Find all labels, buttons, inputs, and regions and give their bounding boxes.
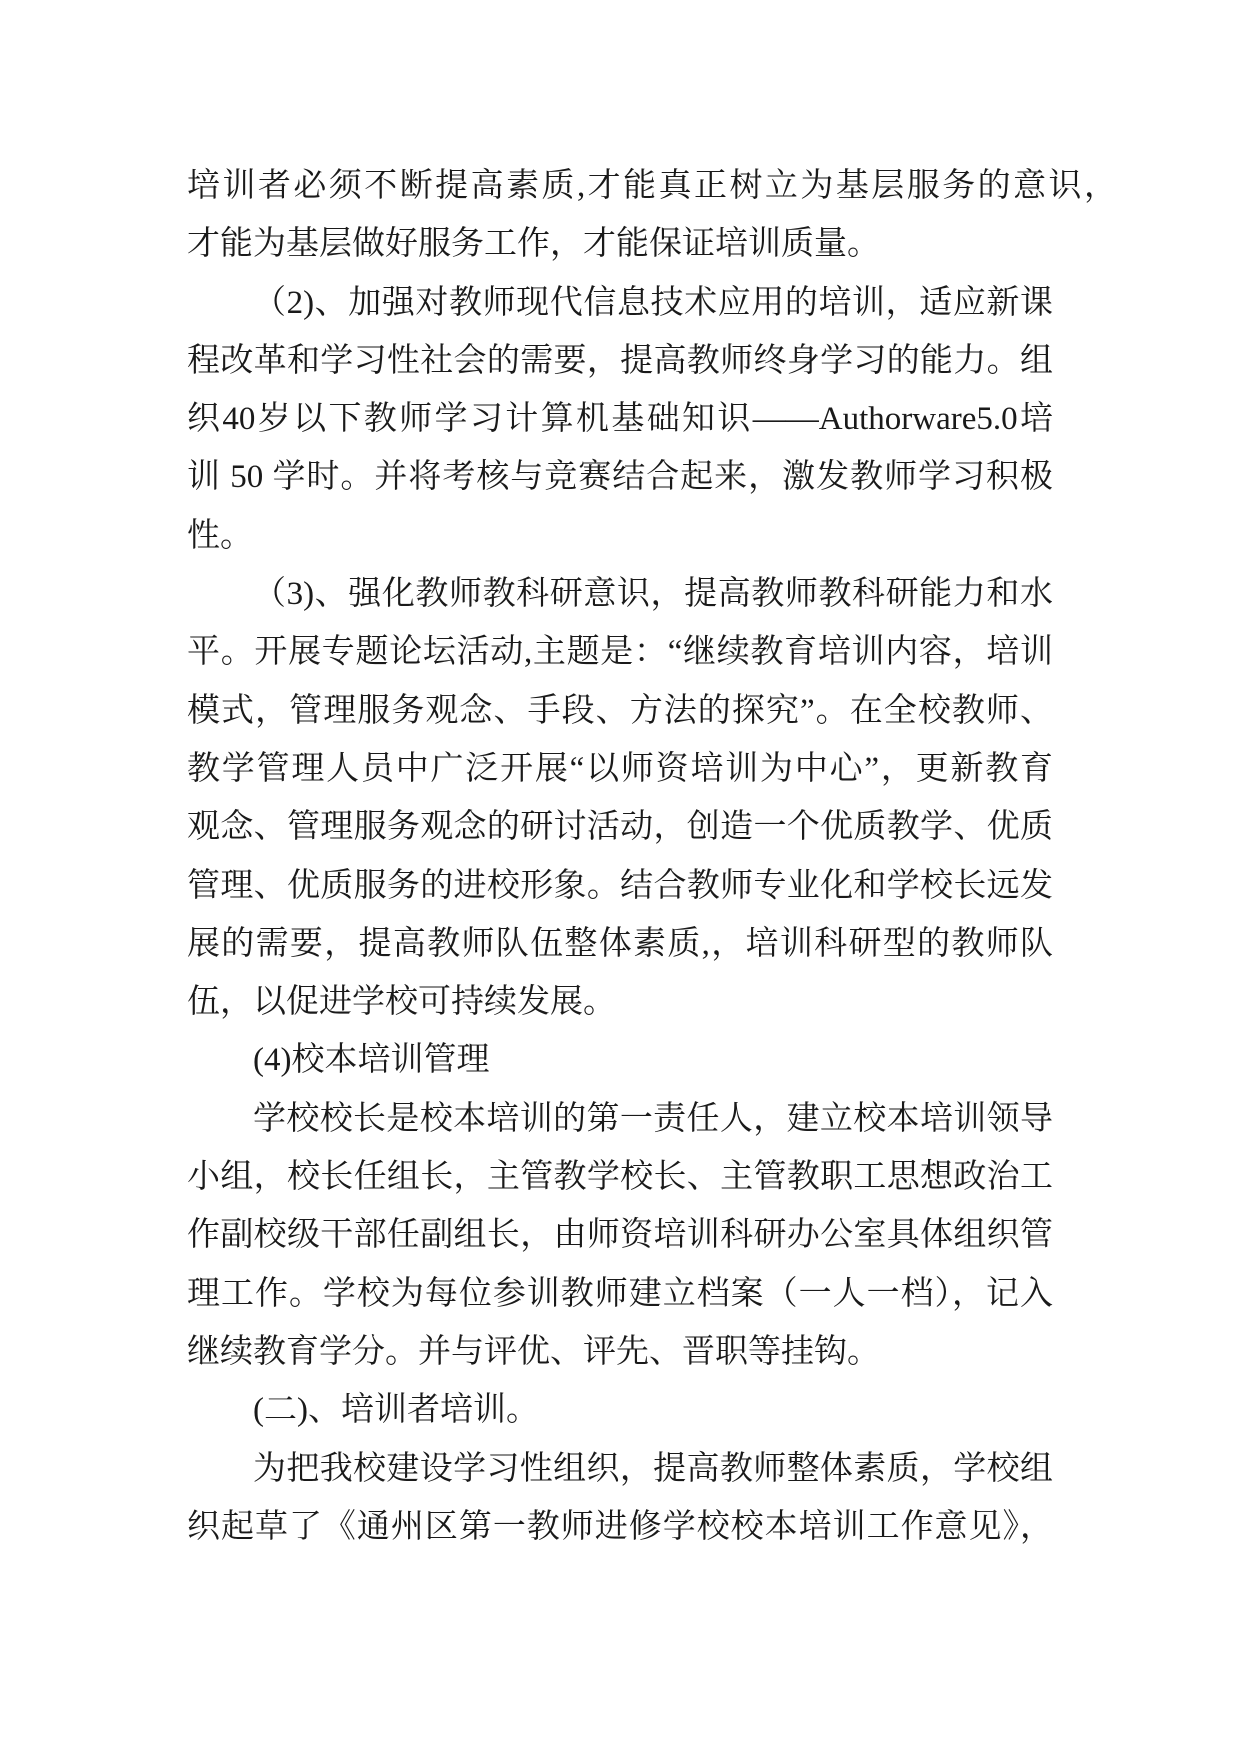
text-line: 理工作。学校为每位参训教师建立档案（一人一档），记入 bbox=[187, 1275, 1053, 1312]
text-line: 培训者必须不断提高素质,才能真正树立为基层服务的意识， bbox=[187, 168, 1117, 204]
heading-line: (4)校本培训管理 bbox=[253, 1042, 490, 1079]
paragraph-continued bbox=[187, 157, 1117, 274]
text-line: 训 50 学时。并将考核与竞赛结合起来，激发教师学习积极 bbox=[187, 459, 1053, 496]
text-line: 织起草了《通州区第一教师进修学校校本培训工作意见》， bbox=[187, 1508, 1053, 1545]
text-line: 平。开展专题论坛活动,主题是：“继续教育培训内容，培训 bbox=[187, 634, 1053, 671]
text-line: 性。 bbox=[187, 517, 253, 554]
section-heading-part-2 bbox=[187, 1381, 1053, 1439]
text-line: 织40岁以下教师学习计算机基础知识——Authorware5.0培 bbox=[187, 401, 1053, 438]
section-heading-item-4 bbox=[187, 1031, 1053, 1089]
paragraph-item-3 bbox=[187, 565, 1053, 1031]
text-line: 教学管理人员中广泛开展“以师资培训为中心”，更新教育 bbox=[187, 750, 1053, 787]
paragraph-item-2 bbox=[187, 274, 1053, 565]
text-line: （3)、强化教师教科研意识，提高教师教科研能力和水 bbox=[253, 576, 1053, 613]
text-line: 继续教育学分。并与评优、评先、晋职等挂钩。 bbox=[187, 1333, 880, 1370]
paragraph-management bbox=[187, 1090, 1053, 1381]
text-line: 模式，管理服务观念、手段、方法的探究”。在全校教师、 bbox=[187, 692, 1053, 729]
text-line: 学校校长是校本培训的第一责任人，建立校本培训领导 bbox=[253, 1100, 1053, 1137]
body-text bbox=[187, 157, 1117, 1556]
text-line: 小组，校长任组长，主管教学校长、主管教职工思想政治工 bbox=[187, 1159, 1053, 1196]
paragraph-trainer-training bbox=[187, 1440, 1053, 1557]
heading-line: (二)、培训者培训。 bbox=[253, 1392, 539, 1429]
text-line: 展的需要，提高教师队伍整体素质,，培训科研型的教师队 bbox=[187, 925, 1053, 962]
text-line: 才能为基层做好服务工作，才能保证培训质量。 bbox=[187, 226, 880, 263]
text-line: 观念、管理服务观念的研讨活动，创造一个优质教学、优质 bbox=[187, 809, 1053, 846]
text-line: 为把我校建设学习性组织，提高教师整体素质，学校组 bbox=[253, 1450, 1053, 1487]
text-line: 作副校级干部任副组长，由师资培训科研办公室具体组织管 bbox=[187, 1217, 1053, 1254]
text-line: 管理、优质服务的进校形象。结合教师专业化和学校长远发 bbox=[187, 867, 1053, 904]
text-line: 伍，以促进学校可持续发展。 bbox=[187, 984, 616, 1021]
text-line: 程改革和学习性社会的需要，提高教师终身学习的能力。组 bbox=[187, 342, 1053, 379]
text-line: （2)、加强对教师现代信息技术应用的培训，适应新课 bbox=[253, 284, 1053, 321]
